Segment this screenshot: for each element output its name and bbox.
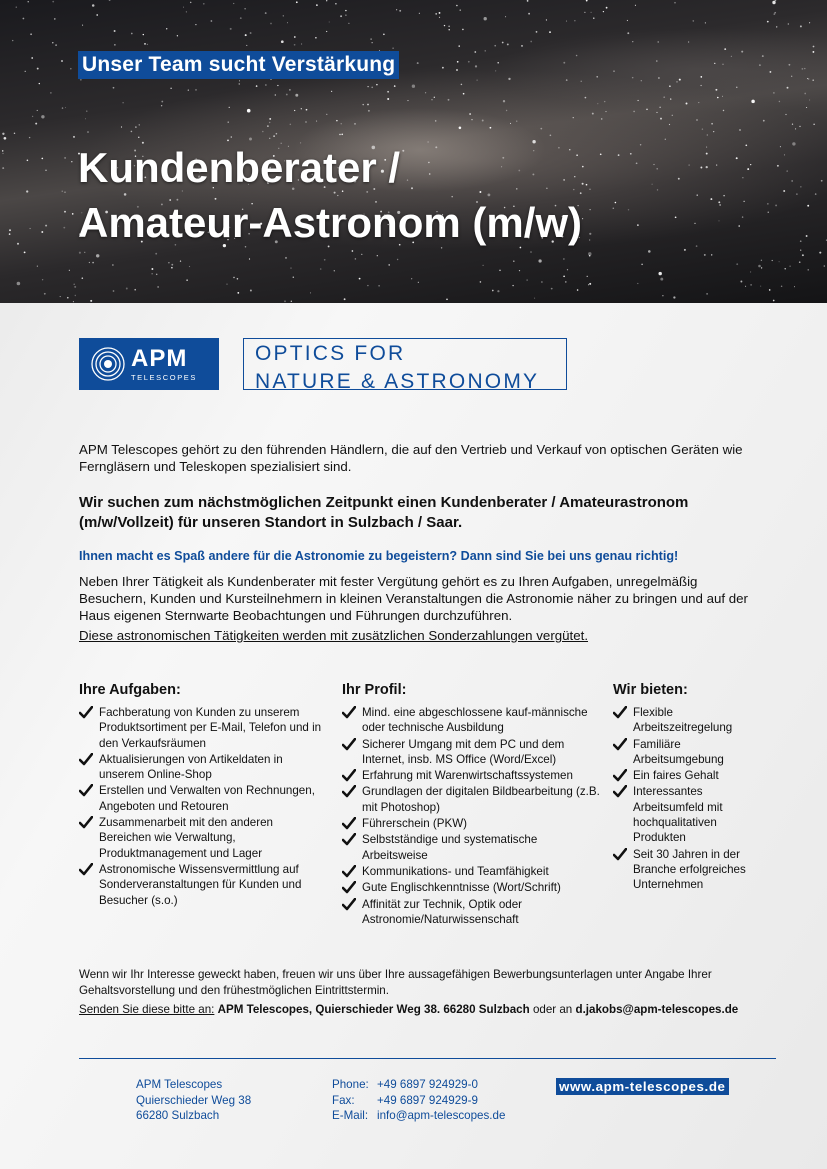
- bonus-note: Diese astronomischen Tätigkeiten werden mit zusätzlichen Sonderzahlungen vergütet.: [79, 628, 589, 643]
- send-label: Senden Sie diese bitte an:: [79, 1003, 215, 1016]
- column-title: Ihr Profil:: [342, 682, 407, 698]
- list-item: [342, 784, 602, 815]
- list-item-text: Aktualisierungen von Artikeldaten in unserem Online-Shop: [99, 752, 283, 782]
- list-item: [613, 847, 763, 893]
- company-intro: APM Telescopes gehört zu den führenden Händlern, die auf den Vertrieb und Verkauf von optischen Geräten wie Ferngläsern und Teleskopen spezialisiert sind.: [79, 442, 743, 474]
- phone-label: Phone:: [332, 1078, 369, 1091]
- list-item-text: Zusammenarbeit mit den anderen Bereichen wie Verwaltung, Produktmanagement und Lager: [99, 816, 273, 860]
- list-item: [342, 768, 602, 783]
- closing-text: Wenn wir Ihr Interesse geweckt haben, freuen wir uns über Ihre aussagefähigen Bewerbungsunterlagen unter Angabe Ihrer Gehaltsvorstellung und den frühestmöglichen Eintrittstermin.: [79, 968, 712, 997]
- list-item: [342, 816, 602, 831]
- list-item: [342, 737, 602, 768]
- list-item-text: Gute Englischkenntnisse (Wort/Schrift): [362, 881, 561, 895]
- list-item-text: Erfahrung mit Warenwirtschaftssystemen: [362, 769, 573, 783]
- checkmark-icon: [342, 706, 356, 719]
- list-item-text: Astronomische Wissensvermittlung auf Sonderveranstaltungen für Kunden und Besucher (s.o.): [99, 862, 302, 907]
- list-item: [613, 737, 763, 768]
- checkmark-icon: [613, 785, 627, 798]
- list-item: [79, 783, 324, 814]
- motivation-line: Ihnen macht es Spaß andere für die Astronomie zu begeistern? Dann sind Sie bei uns genau richtig!: [79, 549, 679, 563]
- checkmark-icon: [613, 769, 627, 782]
- job-title-line-1: Kundenberater /: [78, 144, 401, 191]
- column-wir-bieten: [613, 681, 763, 894]
- checkmark-icon: [342, 769, 356, 782]
- footer-city: 66280 Sulzbach: [136, 1109, 220, 1122]
- fax-label: Fax:: [332, 1093, 355, 1107]
- checkmark-icon: [613, 738, 627, 751]
- tasks-description: Neben Ihrer Tätigkeit als Kundenberater mit fester Vergütung gehört es zu Ihren Aufgaben, unregelmäßig Besuchern, Kunden und Kursteilnehmern in kleinen Veranstaltungen die Astronomie näher zu bringen und auf der Haus eigenen Sternwarte Beobachtungen und Führungen durchzuführen.: [79, 574, 748, 623]
- email-link[interactable]: info@apm-telescopes.de: [377, 1109, 506, 1122]
- list-item: [79, 815, 324, 861]
- bullet-list: [342, 705, 602, 927]
- list-item-text: Sicherer Umgang mit dem PC und dem Internet, insb. MS Office (Word/Excel): [362, 737, 565, 766]
- list-item-text: Kommunikations- und Teamfähigkeit: [362, 864, 549, 878]
- list-item: [342, 880, 602, 895]
- list-item: [342, 705, 602, 736]
- checkmark-icon: [342, 785, 356, 798]
- list-item: [613, 784, 763, 845]
- checkmark-icon: [613, 706, 627, 719]
- send-address: APM Telescopes, Quierschieder Weg 38. 66280 Sulzbach: [217, 1003, 530, 1016]
- list-item-text: Mind. eine abgeschlossene kauf-männische oder technische Ausbildung: [362, 706, 588, 735]
- send-email-link[interactable]: d.jakobs@apm-telescopes.de: [575, 1003, 739, 1016]
- checkmark-icon: [342, 865, 356, 878]
- logo-subtitle: TELESCOPES: [131, 373, 198, 382]
- checkmark-icon: [342, 898, 356, 911]
- bullet-list: [613, 705, 763, 893]
- email-label: E-Mail:: [332, 1109, 369, 1122]
- checkmark-icon: [342, 881, 356, 894]
- list-item: [79, 752, 324, 783]
- column-title: Ihre Aufgaben:: [79, 682, 181, 698]
- checkmark-icon: [79, 816, 93, 829]
- tagline-banner: Unser Team sucht Verstärkung: [78, 51, 399, 79]
- phone-number[interactable]: +49 6897 924929-0: [377, 1078, 478, 1091]
- logo-name: APM: [131, 345, 188, 372]
- list-item-text: Seit 30 Jahren in der Branche erfolgreiches Unternehmen: [633, 847, 746, 892]
- list-item-text: Erstellen und Verwalten von Rechnungen, Angeboten und Retouren: [99, 784, 315, 813]
- list-item: [342, 864, 602, 879]
- column-title: Wir bieten:: [613, 682, 688, 698]
- footer-contact: [332, 1077, 505, 1124]
- footer-street: Quierschieder Weg 38: [136, 1093, 252, 1107]
- header-starfield-image: [0, 0, 827, 303]
- list-item-text: Affinität zur Technik, Optik oder Astronomie/Naturwissenschaft: [362, 897, 523, 926]
- list-item-text: Ein faires Gehalt: [633, 769, 719, 783]
- list-item-text: Selbstständige und systematische Arbeitsweise: [362, 833, 538, 862]
- job-title: [78, 140, 582, 250]
- list-item: [342, 832, 602, 863]
- list-item-text: Interessantes Arbeitsumfeld mit hochqualitativen Produkten: [633, 785, 723, 845]
- column-profil: [342, 681, 602, 928]
- slogan-box: [243, 338, 567, 393]
- list-item-text: Fachberatung von Kunden zu unserem Produktsortiment per E-Mail, Telefon und in den Verkaufsräumen: [99, 706, 322, 750]
- list-item: [613, 705, 763, 736]
- footer-divider: [79, 1058, 776, 1059]
- list-item: [613, 768, 763, 783]
- lens-rings-icon: [90, 344, 126, 384]
- column-aufgaben: [79, 681, 324, 909]
- list-item: [342, 897, 602, 928]
- send-to-line: [79, 1002, 759, 1018]
- checkmark-icon: [613, 848, 627, 861]
- list-item-text: Familiäre Arbeitsumgebung: [633, 737, 724, 766]
- footer-company: APM Telescopes: [136, 1078, 223, 1091]
- checkmark-icon: [342, 738, 356, 751]
- bullet-list: [79, 705, 324, 908]
- footer-phone-row: [332, 1077, 505, 1093]
- list-item: [79, 705, 324, 751]
- checkmark-icon: [79, 784, 93, 797]
- footer-fax-row: [332, 1093, 505, 1109]
- slogan-line-2: NATURE & ASTRONOMY: [255, 370, 540, 393]
- list-item-text: Flexible Arbeitszeitregelung: [633, 706, 733, 735]
- checkmark-icon: [342, 833, 356, 846]
- slogan-line-1: OPTICS FOR: [255, 342, 406, 365]
- list-item: [79, 862, 324, 908]
- checkmark-icon: [79, 753, 93, 766]
- checkmark-icon: [79, 706, 93, 719]
- apm-logo: [79, 338, 219, 390]
- list-item-text: Führerschein (PKW): [362, 817, 468, 831]
- footer-email-row: [332, 1108, 505, 1124]
- website-link[interactable]: www.apm-telescopes.de: [556, 1078, 729, 1095]
- list-item-text: Grundlagen der digitalen Bildbearbeitung (z.B. mit Photoshop): [362, 785, 600, 814]
- fax-number: +49 6897 924929-9: [377, 1093, 478, 1107]
- checkmark-icon: [79, 863, 93, 876]
- checkmark-icon: [342, 817, 356, 830]
- job-search-statement: Wir suchen zum nächstmöglichen Zeitpunkt einen Kundenberater / Amateurastronom (m/w/Vollzeit) für unseren Standort in Sulzbach / Saar.: [79, 494, 689, 531]
- job-title-line-2: Amateur-Astronom (m/w): [78, 199, 583, 246]
- footer-address: [136, 1077, 251, 1124]
- send-or: oder an: [532, 1003, 573, 1016]
